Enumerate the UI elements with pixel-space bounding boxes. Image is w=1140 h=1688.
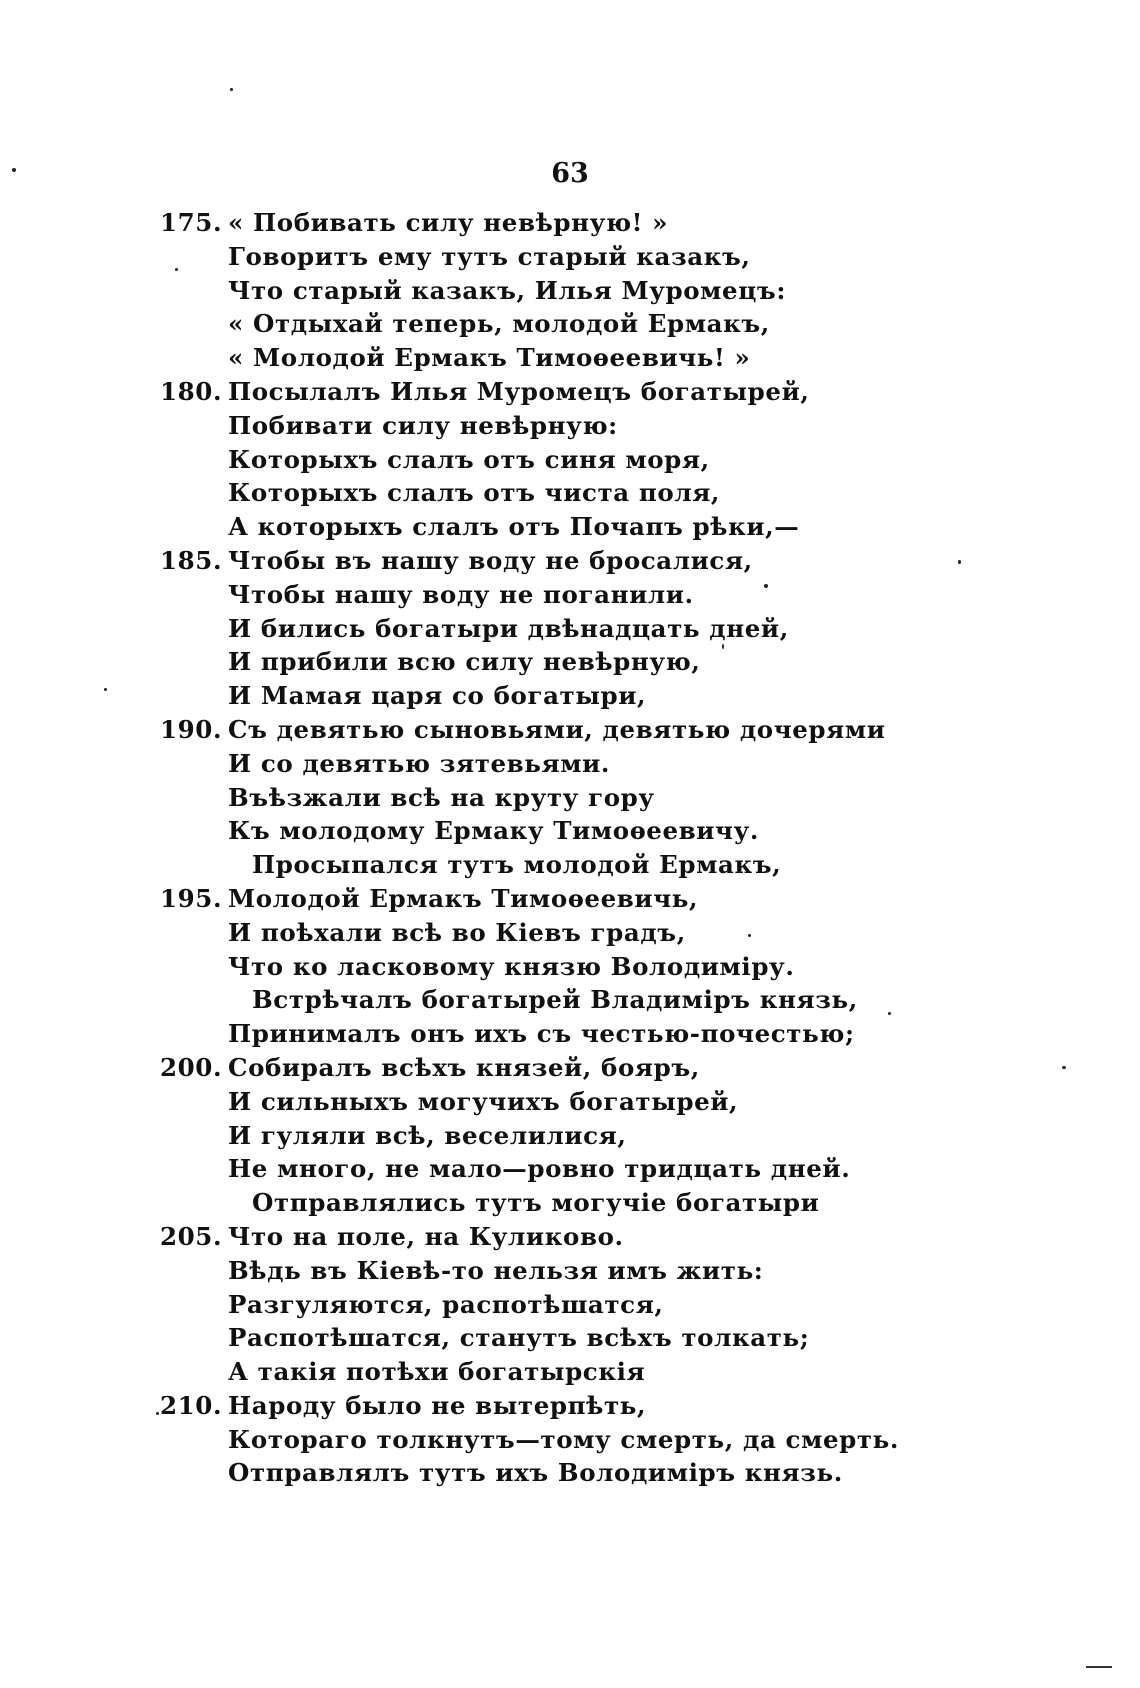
scan-speck — [958, 560, 961, 564]
verse-text: Которыхъ слалъ отъ синя моря, — [228, 444, 710, 474]
verse-number: 195. — [160, 883, 223, 913]
verse-line — [0, 1288, 1140, 1322]
verse-text: « Молодой Ермакъ Тимоѳеевичь! » — [228, 343, 751, 373]
verse-line — [0, 206, 1140, 240]
verse-text: И сильныхъ могучихъ богатырей, — [228, 1086, 739, 1116]
verse-text: И поѣхали всѣ во Кіевъ градъ, — [228, 917, 686, 947]
verse-number: 175. — [160, 208, 223, 237]
verse-line — [0, 1355, 1140, 1389]
verse-line — [0, 983, 1140, 1017]
verse-line — [0, 307, 1140, 341]
verse-text: Отправлялъ тутъ ихъ Володиміръ князь. — [228, 1458, 843, 1488]
verse-number: 200. — [160, 1052, 223, 1082]
verse-line — [0, 713, 1140, 747]
verse-number: 205. — [160, 1221, 223, 1251]
poem-body — [0, 206, 1140, 1490]
verse-text: Говоритъ ему тутъ старый казакъ, — [228, 241, 751, 271]
verse-line — [0, 341, 1140, 375]
verse-text: Принималъ онъ ихъ съ честью-почестью; — [228, 1019, 855, 1049]
scan-speck — [156, 1412, 159, 1415]
verse-number: 190. — [160, 714, 223, 744]
verse-text: « Отдыхай теперь, молодой Ермакъ, — [228, 309, 770, 339]
verse-line — [0, 1389, 1140, 1423]
verse-text: Къ молодому Ермаку Тимоѳеевичу. — [228, 816, 760, 846]
verse-text: Чтобы нашу воду не поганили. — [228, 579, 694, 609]
verse-line — [0, 882, 1140, 916]
verse-text: Въѣзжали всѣ на круту гору — [228, 782, 655, 812]
verse-text: Народу было не вытерпѣть, — [228, 1390, 647, 1420]
verse-text: Просыпался тутъ молодой Ермакъ, — [252, 850, 782, 880]
verse-text: Разгуляются, распотѣшатся, — [228, 1289, 664, 1319]
verse-line — [0, 747, 1140, 781]
scan-speck — [12, 168, 16, 172]
verse-line — [0, 814, 1140, 848]
verse-text: А такія потѣхи богатырскія — [228, 1357, 646, 1387]
verse-line — [0, 781, 1140, 815]
verse-line — [0, 1321, 1140, 1355]
verse-text: Которыхъ слалъ отъ чиста поля, — [228, 478, 721, 508]
verse-text: Что ко ласковому князю Володиміру. — [228, 951, 795, 981]
scan-speck — [764, 584, 768, 588]
verse-line — [0, 510, 1140, 544]
verse-text: Съ девятью сыновьями, девятью дочерями — [228, 714, 886, 744]
verse-line — [0, 1186, 1140, 1220]
verse-line — [0, 612, 1140, 646]
verse-text: Встрѣчалъ богатырей Владиміръ князь, — [252, 985, 858, 1015]
scan-speck — [888, 1012, 891, 1015]
verse-text: И Мамая царя со богатыри, — [228, 681, 647, 711]
verse-text: Распотѣшатся, станутъ всѣхъ толкать; — [228, 1323, 810, 1353]
verse-line — [0, 274, 1140, 308]
verse-line — [0, 916, 1140, 950]
verse-line — [0, 544, 1140, 578]
verse-line — [0, 240, 1140, 274]
verse-number: 185. — [160, 545, 223, 575]
scan-speck — [722, 644, 724, 649]
verse-text: Котораго толкнутъ—тому смерть, да смерть. — [228, 1424, 900, 1454]
verse-text: И гуляли всѣ, веселилися, — [228, 1120, 627, 1150]
verse-line — [0, 476, 1140, 510]
scan-speck — [175, 268, 178, 271]
verse-line — [0, 1152, 1140, 1186]
scan-speck — [104, 688, 107, 691]
verse-line — [0, 1254, 1140, 1288]
verse-line — [0, 1017, 1140, 1051]
verse-text: Молодой Ермакъ Тимоѳеевичь, — [228, 883, 699, 913]
verse-text: Вѣдь въ Кіевѣ-то нельзя имъ жить: — [228, 1255, 764, 1285]
verse-text: Побивати силу невѣрную: — [228, 410, 618, 440]
verse-line — [0, 1423, 1140, 1457]
verse-text: Что на поле, на Куликово. — [228, 1221, 624, 1251]
verse-number: 180. — [160, 376, 223, 406]
verse-line — [0, 1051, 1140, 1085]
verse-text: А которыхъ слалъ отъ Почапъ рѣки,— — [228, 512, 800, 542]
verse-line — [0, 1220, 1140, 1254]
verse-text: И бились богатыри двѣнадцать дней, — [228, 613, 789, 643]
verse-text: Что старый казакъ, Илья Муромецъ: — [228, 275, 786, 305]
page-number: 63 — [551, 158, 589, 189]
verse-text: Чтобы въ нашу воду не бросалися, — [228, 545, 753, 575]
verse-line — [0, 950, 1140, 984]
scan-mark — [1086, 1666, 1112, 1668]
verse-text: И прибили всю силу невѣрную, — [228, 647, 701, 677]
verse-line — [0, 848, 1140, 882]
verse-line — [0, 679, 1140, 713]
verse-line — [0, 375, 1140, 409]
verse-text: Собиралъ всѣхъ князей, бояръ, — [228, 1052, 700, 1082]
verse-line — [0, 443, 1140, 477]
scan-speck — [748, 934, 751, 937]
verse-line — [0, 578, 1140, 612]
verse-number: 210. — [160, 1390, 223, 1420]
verse-text: « Побивать силу невѣрную! » — [228, 208, 669, 237]
verse-line — [0, 1085, 1140, 1119]
verse-text: Посылалъ Илья Муромецъ богатырей, — [228, 376, 810, 406]
scan-speck — [1062, 1066, 1066, 1069]
verse-line — [0, 1456, 1140, 1490]
verse-line — [0, 409, 1140, 443]
verse-line — [0, 645, 1140, 679]
scan-speck — [230, 88, 233, 91]
verse-text: И со девятью зятевьями. — [228, 748, 611, 778]
verse-text: Отправлялись тутъ могучіе богатыри — [252, 1188, 820, 1218]
verse-line — [0, 1119, 1140, 1153]
verse-text: Не много, не мало—ровно тридцать дней. — [228, 1154, 851, 1184]
